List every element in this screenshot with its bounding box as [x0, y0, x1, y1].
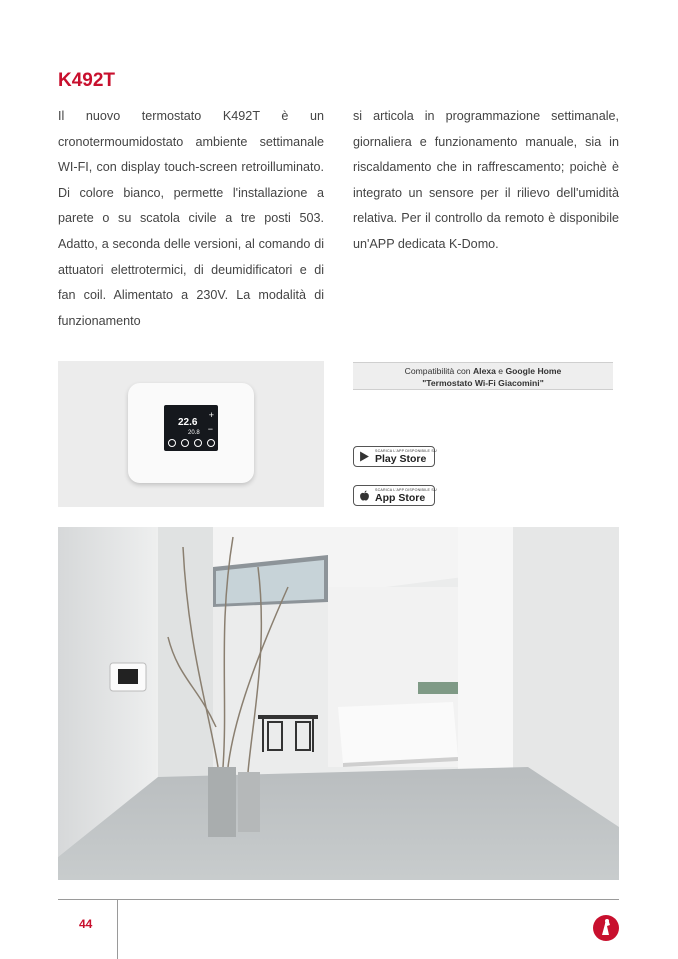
- description-column-left: Il nuovo termostato K492T è un cronotermoumidostato ambiente settimanale WI-FI, con display touch-screen retroilluminato. Di colore bianco, permette l'installazione a parete o su scatola civile a tre posti 503. Adatto, a seconda delle versioni, al comando di attuatori elettrotermici, di deumidificatori e di fan coil. Alimentato a 230V. La modalità di funzionamento: [58, 109, 324, 328]
- brand-logo-mark: [593, 915, 619, 941]
- app-store-label: App Store: [375, 492, 426, 504]
- app-store-caption: SCARICA L'APP DISPONIBILE SU: [375, 488, 437, 492]
- google-home-label: Google Home: [505, 366, 562, 376]
- plus-icon: +: [208, 410, 214, 420]
- screen-icon-row: [168, 439, 215, 447]
- product-image: [58, 361, 324, 507]
- play-store-icon: [359, 451, 370, 462]
- power-icon: [168, 439, 176, 447]
- footer-divider: [58, 899, 619, 900]
- footer-vertical-divider: [117, 899, 118, 959]
- interior-photo-drawing: [58, 527, 619, 880]
- screen-temperature: 22.6: [178, 417, 198, 428]
- minus-icon: −: [207, 424, 213, 434]
- play-store-label: Play Store: [375, 453, 427, 465]
- thermostat-screen: [164, 405, 218, 451]
- clock-icon: [194, 439, 202, 447]
- mode-icon: [181, 439, 189, 447]
- product-title: K492T: [58, 70, 116, 91]
- compatibility-banner: [353, 362, 613, 390]
- page-number: 44: [79, 917, 93, 931]
- description-column-right: si articola in programmazione settimanale, giornaliera e funzionamento manuale, sia in riscaldamento che in raffrescamento; poichè è integrato un sensore per il rilievo dell'umidità relativa. Per il controllo da remoto è disponibile un'APP dedicata K-Domo.: [353, 109, 619, 251]
- app-store-badge[interactable]: [353, 485, 435, 506]
- screen-humidity: 20.8: [188, 430, 200, 436]
- compatibility-line-2: "Termostato Wi-Fi Giacomini": [422, 378, 544, 388]
- settings-icon: [207, 439, 215, 447]
- interior-photo: [58, 527, 619, 880]
- play-store-caption: SCARICA L'APP DISPONIBILE SU: [375, 449, 437, 453]
- thermostat-device: [128, 383, 254, 483]
- alexa-label: Alexa: [472, 366, 496, 376]
- apple-icon: [359, 490, 370, 501]
- compatibility-line-1: Compatibilità con Alexa e Google Home: [404, 366, 562, 376]
- brand-logo-icon: [593, 915, 619, 941]
- play-store-badge[interactable]: [353, 446, 435, 467]
